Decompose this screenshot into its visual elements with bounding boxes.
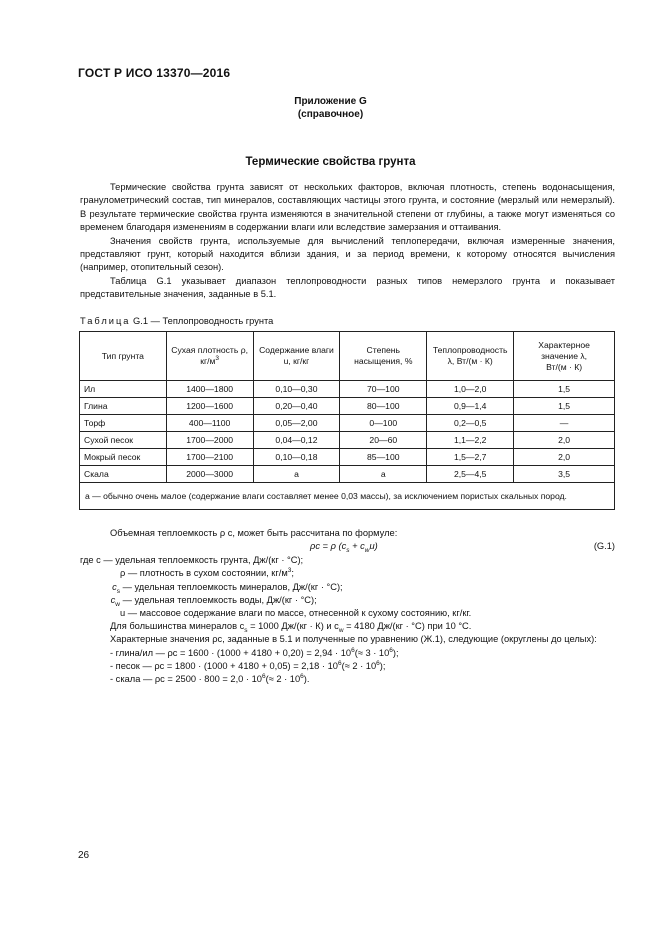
cell-saturation: 20—60 (340, 432, 427, 449)
appendix-subtitle: (справочное) (297, 109, 364, 120)
cell-typical: 1,5 (514, 381, 615, 398)
cell-typical: 3,5 (514, 466, 615, 483)
cell-density: 1700—2100 (166, 449, 253, 466)
table-row (80, 466, 615, 483)
cell-conductivity: 1,1—2,2 (427, 432, 514, 449)
cell-saturation: 70—100 (340, 381, 427, 398)
definition-cw: $с_w$ — удельная теплоемкость воды, Дж/(кг · °С); (110, 594, 317, 608)
cell-saturation: 85—100 (340, 449, 427, 466)
appendix-heading (0, 95, 661, 121)
table-row (80, 432, 615, 449)
document-standard-id: ГОСТ Р ИСО 13370—2016 (78, 66, 231, 80)
definition-rho: ρ — плотность в сухом состоянии, $кг/м^3$; (120, 567, 294, 579)
cell-conductivity: 0,2—0,5 (427, 415, 514, 432)
example-rock: - скала — $\rho с = 2500 \cdot 800 = 2,0 \cdot 10^6(\approx 2 \cdot 10^6)$. (110, 672, 310, 685)
cell-moisture: 0,10—0,18 (253, 449, 340, 466)
equation-number: (G.1) (593, 541, 615, 552)
table-row (80, 398, 615, 415)
page-number: 26 (78, 850, 90, 861)
equation-line (80, 540, 615, 554)
cell-typical: — (514, 415, 615, 432)
equation-g1: ρс = ρ $(с_s + с_wu)$ (310, 541, 378, 555)
table-row (80, 415, 615, 432)
cell-soil-type: Глина (80, 398, 167, 415)
col-header-saturation: Степень насыщения, % (340, 332, 427, 381)
cell-moisture: 0,05—2,00 (253, 415, 340, 432)
cell-conductivity: 0,9—1,4 (427, 398, 514, 415)
table-footnote: а — обычно очень малое (содержание влаги составляет менее 0,03 массы), за исключением пористых скальных пород. (80, 483, 615, 510)
example-sand: - песок — $\rho с = 1800 \cdot (1000 + 4180 + 0,05) = 2,18 \cdot 10^6(\approx 2 \cdot 10^6)$; (110, 659, 386, 671)
col-header-moisture: Содержание влаги u, кг/кг (253, 332, 340, 381)
example-clay: - глина/ил — $\rho с = 1600 \cdot (1000 + 4180 + 0,20) = 2,94 \cdot 10^6(\approx 3 \cdot 10^6)$; (110, 646, 399, 658)
table-caption-prefix: Таблица (80, 316, 131, 326)
table-footnote-row (80, 483, 615, 510)
table-caption-text: G.1 — Теплопроводность грунта (133, 316, 274, 326)
majority-minerals-note: Для большинства минералов $с_s = 1000$ Дж/(кг · К) и $с_w = 4180$ Дж/(кг · °С) при 10 °С. (110, 621, 472, 635)
cell-moisture: a (253, 466, 340, 483)
cell-saturation: 80—100 (340, 398, 427, 415)
cell-density: 2000—3000 (166, 466, 253, 483)
cell-soil-type: Торф (80, 415, 167, 432)
table-row (80, 449, 615, 466)
cell-moisture: 0,10—0,30 (253, 381, 340, 398)
formula-intro: Объемная теплоемкость ρ с, может быть рассчитана по формуле: (110, 528, 398, 538)
section-title: Термические свойства грунта (245, 156, 416, 168)
cell-soil-type: Скала (80, 466, 167, 483)
paragraph-1: Термические свойства грунта зависят от нескольких факторов, включая плотность, степень водонасыщения, гранулометрический состав, тип минералов, составляющих частицы этого грунта, и состояние (мерзлый или немерзлый). В результате термические свойства грунта изменяются в значительной степени от глубины, а также могут изменяться со временем благодаря изменениям в содержании влаги или вследствие замерзания и оттаивания. (80, 182, 615, 233)
table-header-row (80, 332, 615, 381)
cell-density: 1200—1600 (166, 398, 253, 415)
cell-typical: 2,0 (514, 432, 615, 449)
col-header-dry-density: Сухая плотность ρ, $кг/м^3$ (166, 332, 253, 381)
cell-conductivity: 1,5—2,7 (427, 449, 514, 466)
cell-density: 1700—2000 (166, 432, 253, 449)
table-row (80, 381, 615, 398)
cell-moisture: 0,04—0,12 (253, 432, 340, 449)
definition-c: где с — удельная теплоемкость грунта, Дж/(кг · °С); (80, 555, 304, 566)
cell-soil-type: Сухой песок (80, 432, 167, 449)
cell-typical: 2,0 (514, 449, 615, 466)
paragraph-2: Значения свойств грунта, используемые для вычислений теплопередачи, включая измеренные значения, представляют грунт, который находится вблизи здания, и за период времени, к которому относятся вычисления (например, отопительный сезон). (80, 235, 615, 273)
paragraph-3: Таблица G.1 указывает диапазон теплопроводности разных типов немерзлого грунта и показывает представительные значения, заданные в 5.1. (80, 275, 615, 300)
col-header-soil-type: Тип грунта (80, 332, 167, 381)
appendix-title: Приложение G (294, 96, 367, 107)
definition-cs: $с_s$ — удельная теплоемкость минералов, Дж/(кг · °С); (112, 581, 343, 595)
typical-values-intro: Характерные значения ρс, заданные в 5.1 и полученные по уравнению (Ж.1), следующие (округлены до целых): (110, 634, 597, 645)
cell-saturation: a (340, 466, 427, 483)
cell-saturation: 0—100 (340, 415, 427, 432)
soil-conductivity-table (79, 331, 615, 510)
table-caption (80, 316, 273, 326)
cell-density: 1400—1800 (166, 381, 253, 398)
col-header-conductivity: Теплопроводность λ, Вт/(м · К) (427, 332, 514, 381)
cell-density: 400—1100 (166, 415, 253, 432)
cell-soil-type: Ил (80, 381, 167, 398)
body-paragraphs (80, 181, 615, 302)
formula-section (80, 527, 615, 686)
cell-typical: 1,5 (514, 398, 615, 415)
cell-conductivity: 2,5—4,5 (427, 466, 514, 483)
cell-soil-type: Мокрый песок (80, 449, 167, 466)
cell-moisture: 0,20—0,40 (253, 398, 340, 415)
col-header-typical-value: Характерное значение λ, Вт/(м · К) (514, 332, 615, 381)
cell-conductivity: 1,0—2,0 (427, 381, 514, 398)
definition-u: u — массовое содержание влаги по массе, отнесенной к сухому состоянию, кг/кг. (120, 608, 472, 619)
